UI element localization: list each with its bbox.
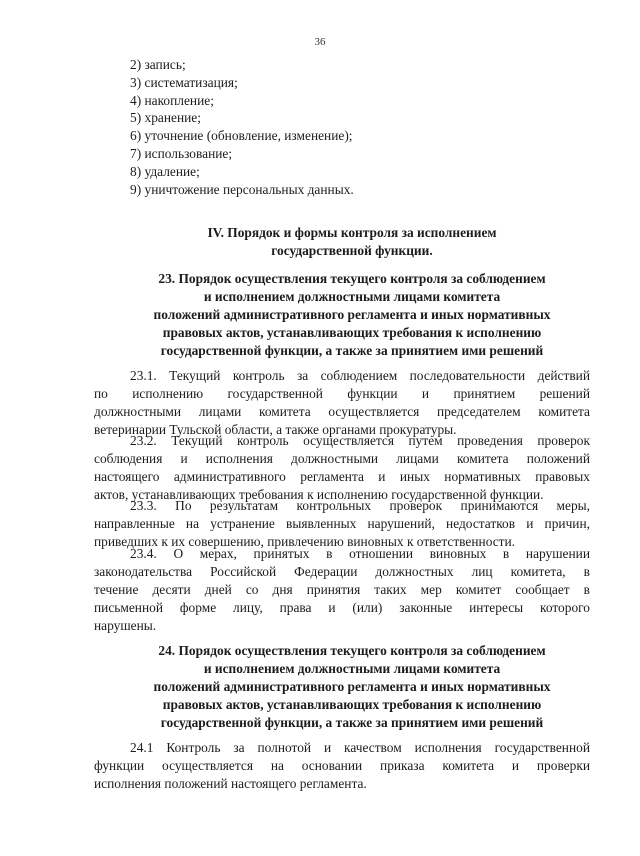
paragraph-line: ветеринарии Тульской области, а также органами прокуратуры. (94, 422, 457, 437)
heading-line: 24. Порядок осуществления текущего контроля за соблюдением (158, 643, 546, 658)
paragraph-line: направленные на устранение выявленных нарушений, недостатков и причин, (94, 516, 590, 531)
paragraph-24-1 (94, 739, 590, 793)
heading-line: государственной функции. (271, 243, 433, 258)
heading-line: правовых актов, устанавливающих требования к исполнению (162, 325, 542, 340)
paragraph-line: нарушены. (94, 618, 157, 633)
heading-line: 23. Порядок осуществления текущего контроля за соблюдением (158, 271, 546, 286)
list-item: 5) хранение; (130, 110, 201, 126)
paragraph-line: 23.3. По результатам контрольных проверок принимаются меры, (130, 498, 590, 513)
list-item: 4) накопление; (130, 92, 214, 108)
paragraph-line: функции осуществляется на основании приказа комитета и проверки (94, 758, 590, 773)
paragraph-line: законодательства Российской Федерации должностных лиц комитета, в (94, 564, 590, 579)
paragraph-line: исполнения положений настоящего регламента. (94, 776, 367, 791)
paragraph-line: актов, устанавливающих требования к исполнению государственной функции. (94, 487, 544, 502)
heading-line: положений административного регламента и иных нормативных (153, 679, 551, 694)
list-item: 3) систематизация; (130, 74, 238, 90)
paragraph-23-2 (94, 432, 590, 504)
heading-line: правовых актов, устанавливающих требования к исполнению (162, 697, 542, 712)
paragraph-line: письменной форме лицу, права и (или) законные интересы которого (94, 600, 590, 615)
paragraph-23-3 (94, 497, 590, 551)
processing-actions-list (130, 56, 590, 198)
list-item: 8) удаление; (130, 163, 200, 179)
paragraph-line: течение десяти дней со дня принятия таких мер комитет сообщает в (94, 582, 590, 597)
paragraph-line: 23.4. О мерах, принятых в отношении виновных в нарушении (130, 546, 590, 561)
heading-line: и исполнением должностными лицами комитета (203, 289, 501, 304)
list-item: 6) уточнение (обновление, изменение); (130, 128, 353, 144)
paragraph-line: настоящего административного регламента и иных нормативных правовых (94, 469, 590, 484)
paragraph-line: по исполнению государственной функции и принятием решений (94, 386, 590, 401)
list-item: 2) запись; (130, 57, 186, 72)
heading-line: положений административного регламента и иных нормативных (153, 307, 551, 322)
subsection-24-heading (96, 642, 608, 732)
list-item: 7) использование; (130, 145, 233, 161)
heading-line: и исполнением должностными лицами комитета (203, 661, 501, 676)
heading-line: государственной функции, а также за принятием ими решений (160, 715, 544, 730)
heading-line: IV. Порядок и формы контроля за исполнением (207, 225, 497, 240)
paragraph-23-1 (94, 367, 590, 439)
paragraph-line: соблюдения и исполнения должностными лицами комитета положений (94, 451, 590, 466)
heading-line: государственной функции, а также за принятием ими решений (160, 343, 544, 358)
paragraph-line: должностными лицами комитета осуществляется председателем комитета (94, 404, 590, 419)
section-iv-heading (96, 224, 608, 260)
paragraph-23-4 (94, 545, 590, 635)
paragraph-line: 23.1. Текущий контроль за соблюдением последовательности действий (130, 368, 590, 383)
subsection-23-heading (96, 270, 608, 360)
paragraph-line: приведших к их совершению, привлечению виновных к ответственности. (94, 534, 516, 549)
paragraph-line: 24.1 Контроль за полнотой и качеством исполнения государственной (130, 740, 590, 755)
page-number: 36 (314, 36, 326, 48)
list-item: 9) уничтожение персональных данных. (130, 181, 354, 197)
paragraph-line: 23.2. Текущий контроль осуществляется путем проведения проверок (130, 433, 590, 448)
